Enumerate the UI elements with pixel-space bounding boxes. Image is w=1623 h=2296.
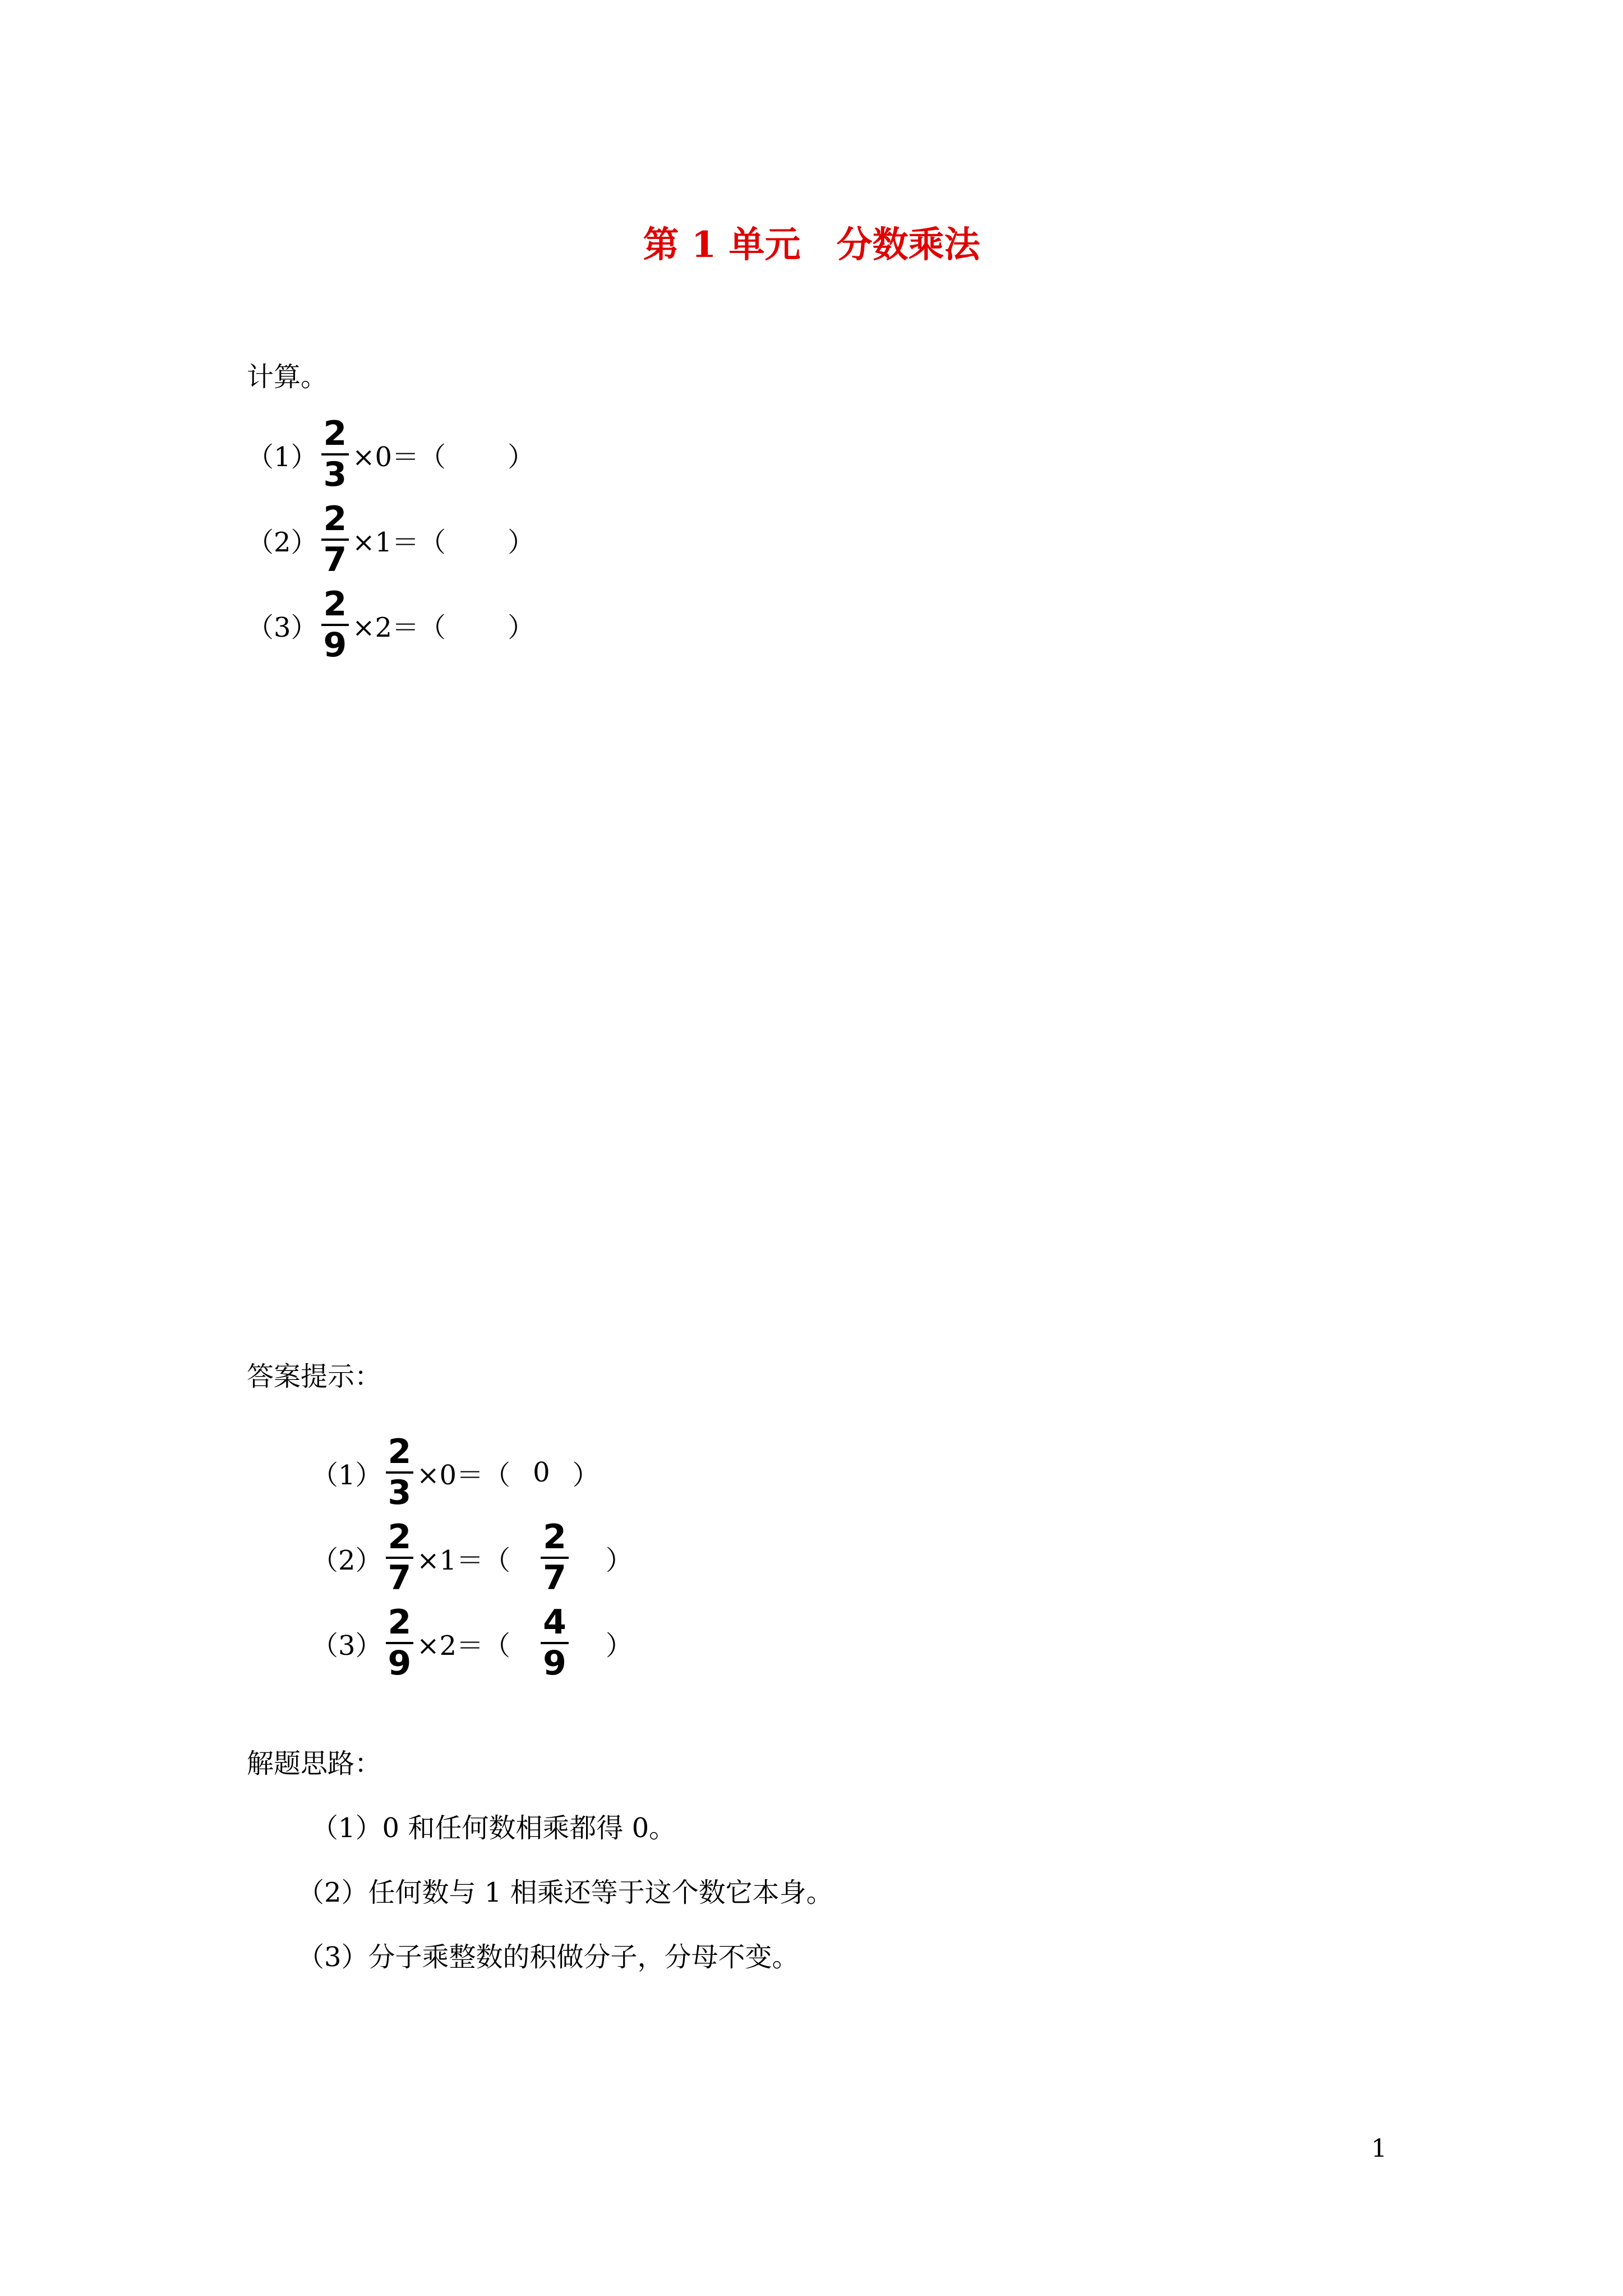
fraction-denominator: 7 [543, 1558, 566, 1598]
question-item-2 [247, 495, 534, 585]
item-label: （3） [247, 611, 318, 643]
solution-line-3: （3）分子乘整数的积做分子，分母不变。 [297, 1941, 799, 1973]
expression-text: ×1＝（ [352, 526, 446, 558]
expression-text: ×2＝（ [417, 1630, 511, 1662]
fraction-denominator: 9 [543, 1644, 566, 1683]
close-paren: ） [572, 1459, 600, 1491]
solution-heading: 解题思路： [247, 1748, 382, 1779]
close-paren: ） [508, 611, 535, 643]
fraction [386, 1433, 414, 1512]
answer-item-3 [311, 1598, 633, 1688]
answer-fraction [541, 1603, 569, 1683]
solution-line-1: （1）0 和任何数相乘都得 0。 [311, 1812, 676, 1844]
question-item-1 [247, 409, 534, 499]
item-label: （3） [311, 1630, 382, 1662]
answer-item-2 [311, 1513, 633, 1603]
fraction [321, 500, 349, 579]
close-paren: ） [605, 1630, 633, 1662]
expression-text: ×0＝（ [417, 1459, 511, 1491]
expression-text: ×2＝（ [352, 611, 446, 643]
fraction-numerator: 2 [321, 415, 349, 455]
expression-text: ×0＝（ [352, 441, 446, 473]
fraction-numerator: 2 [386, 1518, 414, 1559]
expression-text: ×1＝（ [417, 1544, 511, 1576]
fraction [386, 1603, 414, 1683]
item-label: （1） [247, 441, 318, 473]
fraction [386, 1518, 414, 1598]
fraction-denominator: 3 [323, 455, 347, 494]
fraction-denominator: 3 [388, 1473, 412, 1512]
close-paren: ） [508, 441, 535, 473]
item-label: （2） [247, 526, 318, 558]
fraction-numerator: 2 [386, 1433, 414, 1474]
fraction-numerator: 2 [321, 500, 349, 541]
answer-item-1 [311, 1428, 600, 1517]
fraction [321, 585, 349, 665]
solution-line-2: （2）任何数与 1 相乘还等于这个数它本身。 [297, 1877, 833, 1908]
item-label: （2） [311, 1544, 382, 1576]
fraction-denominator: 9 [388, 1644, 412, 1683]
item-label: （1） [311, 1459, 382, 1491]
question-heading: 计算。 [247, 361, 328, 393]
answer-fraction [541, 1518, 569, 1598]
page-title: 第 1 单元 分数乘法 [643, 224, 980, 266]
fraction-numerator: 4 [541, 1603, 569, 1644]
fraction-numerator: 2 [386, 1603, 414, 1644]
fraction-denominator: 9 [323, 625, 347, 665]
fraction-denominator: 7 [323, 540, 347, 579]
answer-value: 0 [533, 1457, 550, 1488]
close-paren: ） [605, 1544, 633, 1576]
fraction [321, 415, 349, 494]
answers-heading: 答案提示： [247, 1361, 382, 1392]
fraction-numerator: 2 [321, 585, 349, 626]
question-item-3 [247, 580, 534, 670]
page-number: 1 [1371, 2134, 1387, 2163]
fraction-denominator: 7 [388, 1558, 412, 1598]
fraction-numerator: 2 [541, 1518, 569, 1559]
close-paren: ） [508, 526, 535, 558]
